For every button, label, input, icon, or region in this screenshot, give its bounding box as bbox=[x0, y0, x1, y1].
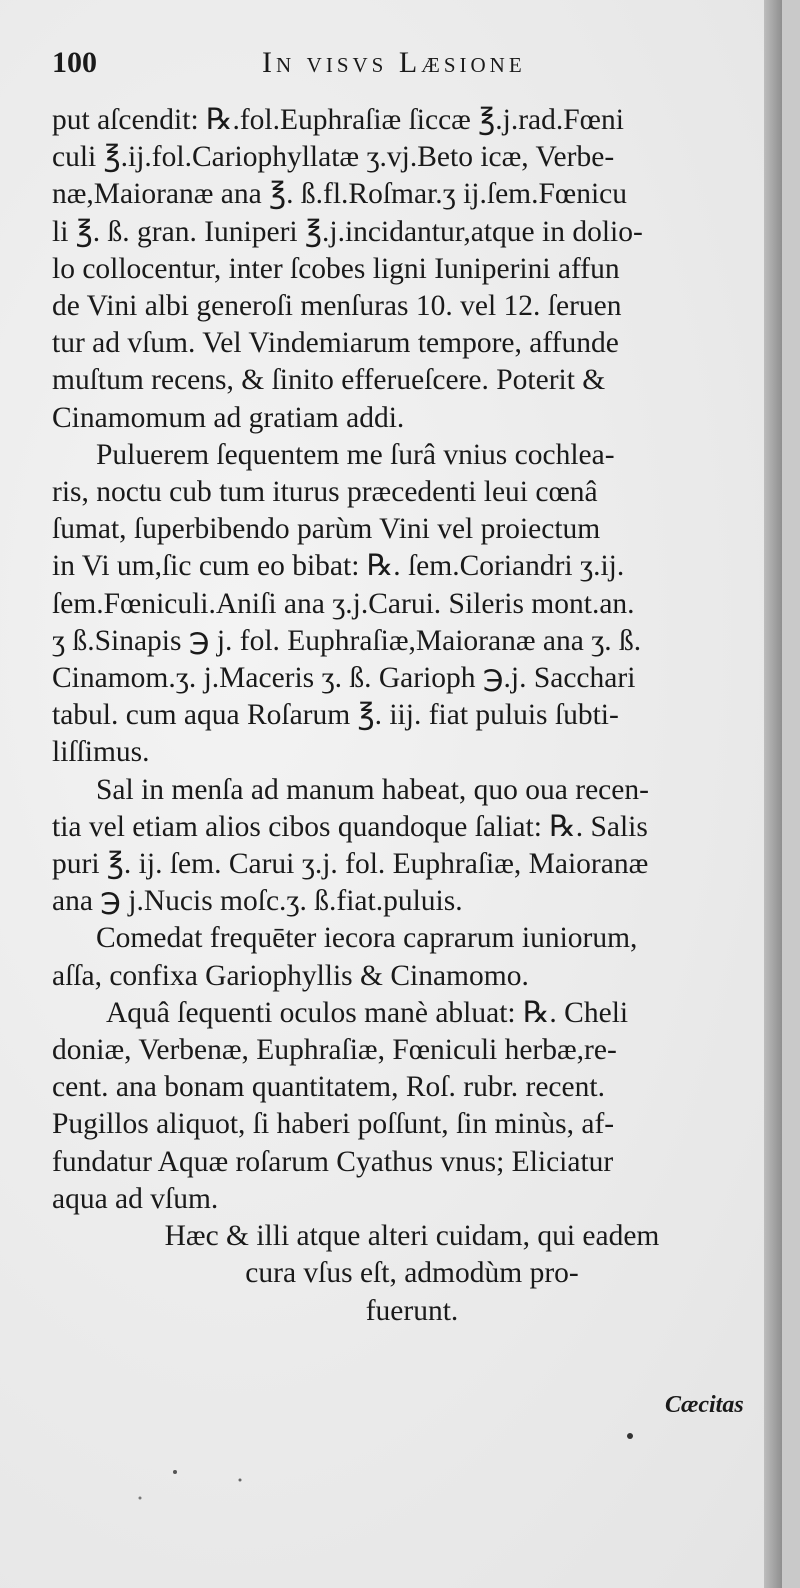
text-line: cent. ana bonam quantitatem, Roſ. rubr. recent. bbox=[52, 1071, 605, 1104]
page-gutter-shadow bbox=[764, 0, 782, 1588]
text-line: puri ℥. ij. ſem. Carui ʒ.j. fol. Euphraſiæ, Maioranæ bbox=[52, 848, 649, 881]
closing-line: cura vſus eſt, admodùm pro- bbox=[245, 1257, 579, 1290]
text-line: Cinamom.ʒ. j.Maceris ʒ. ß. Garioph ℈.j. Sacchari bbox=[52, 662, 636, 695]
text-line: lo collocentur, inter ſcobes ligni Iuniperini affun bbox=[52, 252, 620, 285]
text-line: de Vini albi generoſi menſuras 10. vel 12. ſeruen bbox=[52, 290, 622, 323]
text-line: næ,Maioranæ ana ℥. ß.fl.Roſmar.ʒ ij.ſem.Fœnicu bbox=[52, 178, 627, 211]
text-line: Aquâ ſequenti oculos manè abluat: ℞. Cheli bbox=[106, 996, 629, 1029]
closing-note bbox=[52, 1218, 772, 1330]
text-line: li ℥. ß. gran. Iuniperi ℥.j.incidantur,atque in dolio- bbox=[52, 215, 643, 248]
paragraph-5 bbox=[52, 995, 772, 1218]
text-line: ſem.Fœniculi.Aniſi ana ʒ.j.Carui. Sileris mont.an. bbox=[52, 587, 635, 620]
body-text bbox=[52, 102, 772, 1330]
paper-specks bbox=[0, 1420, 782, 1580]
text-line: liſſimus. bbox=[52, 736, 150, 769]
text-line: ris, noctu cub tum iturus præcedenti leui cœnâ bbox=[52, 476, 598, 509]
text-line: tia vel etiam alios cibos quandoque ſaliat: ℞. Salis bbox=[52, 810, 648, 843]
text-line: Comedat frequēter iecora caprarum iuniorum, bbox=[96, 922, 638, 955]
text-line: tabul. cum aqua Roſarum ℥. iij. fiat puluis ſubti- bbox=[52, 699, 619, 732]
page-number: 100 bbox=[52, 46, 97, 79]
paragraph-1 bbox=[52, 102, 772, 437]
paragraph-3 bbox=[52, 772, 772, 921]
text-line: ſumat, ſuperbibendo parùm Vini vel proiectum bbox=[52, 513, 601, 546]
paragraph-2 bbox=[52, 437, 772, 772]
text-line: muſtum recens, & ſinito efferueſcere. Poterit & bbox=[52, 364, 606, 397]
text-line: aſſa, confixa Gariophyllis & Cinamomo. bbox=[52, 959, 529, 992]
text-line: ana ℈ j.Nucis moſc.ʒ. ß.fiat.puluis. bbox=[52, 885, 463, 918]
text-line: in Vi um,ſic cum eo bibat: ℞. ſem.Coriandri ʒ.ij. bbox=[52, 550, 625, 583]
text-line: tur ad vſum. Vel Vindemiarum tempore, affunde bbox=[52, 327, 619, 360]
text-line: ʒ ß.Sinapis ℈ j. fol. Euphraſiæ,Maioranæ ana ʒ. ß. bbox=[52, 624, 642, 657]
text-line: aqua ad vſum. bbox=[52, 1182, 219, 1215]
closing-line: Hæc & illi atque alteri cuidam, qui eadem bbox=[164, 1220, 660, 1253]
closing-line: fuerunt. bbox=[365, 1294, 459, 1327]
text-line: put aſcendit: ℞.fol.Euphraſiæ ſiccæ ℥.j.rad.Fœni bbox=[52, 104, 624, 136]
text-line: Pugillos aliquot, ſi haberi poſſunt, ſin minùs, af- bbox=[52, 1108, 615, 1141]
text-line: culi ℥.ij.fol.Cariophyllatæ ʒ.vj.Beto icæ, Verbe- bbox=[52, 141, 615, 174]
text-line: Cinamomum ad gratiam addi. bbox=[52, 401, 405, 434]
page-header bbox=[52, 46, 772, 102]
paragraph-4 bbox=[52, 920, 772, 994]
catchword: Cæcitas bbox=[665, 1392, 744, 1418]
text-line: fundatur Aquæ roſarum Cyathus vnus; Eliciatur bbox=[52, 1145, 614, 1178]
text-line: doniæ, Verbenæ, Euphraſiæ, Fœniculi herbæ,re- bbox=[52, 1034, 617, 1067]
text-line: Puluerem ſequentem me ſurâ vnius cochlea- bbox=[96, 438, 615, 471]
running-title: In visvs Læsione bbox=[262, 46, 526, 79]
text-line: Sal in menſa ad manum habeat, quo oua recen- bbox=[96, 773, 649, 806]
